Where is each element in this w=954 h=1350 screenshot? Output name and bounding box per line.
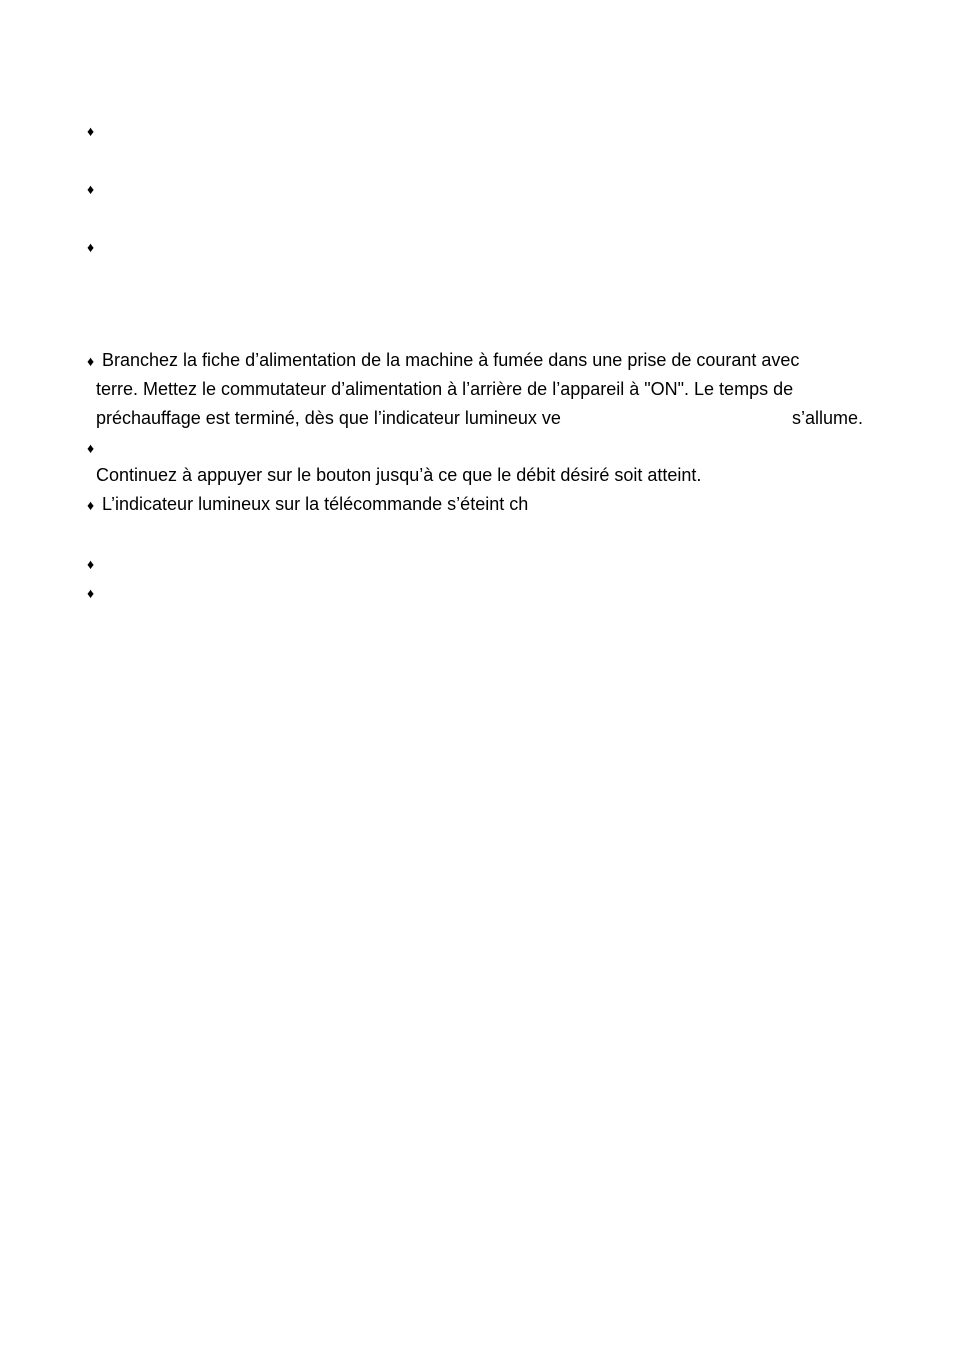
bullet-marker: ♦ xyxy=(87,239,95,255)
bullet-marker: ♦ xyxy=(87,440,95,456)
instruction-2-line-2: Continuez à appuyer sur le bouton jusqu’à ce que le débit désiré soit atteint. xyxy=(96,465,702,485)
instruction-1-line-3a: préchauffage est terminé, dès que l’indicateur lumineux ve xyxy=(96,408,561,428)
instruction-3-line-1: L’indicateur lumineux sur la télécommande s’éteint ch xyxy=(102,494,529,514)
bullet-marker: ♦ xyxy=(87,123,95,139)
bullet-marker: ♦ xyxy=(87,353,95,369)
instruction-1-line-2: terre. Mettez le commutateur d’alimentation à l’arrière de l’appareil à "ON". Le temps de xyxy=(96,379,794,399)
instruction-1-line-3b: s’allume. xyxy=(792,408,864,428)
instruction-1-line-1: Branchez la fiche d’alimentation de la machine à fumée dans une prise de courant avec xyxy=(102,350,800,370)
bullet-marker: ♦ xyxy=(87,585,95,601)
bullet-marker: ♦ xyxy=(87,497,95,513)
bullet-marker: ♦ xyxy=(87,556,95,572)
bullet-marker: ♦ xyxy=(87,181,95,197)
